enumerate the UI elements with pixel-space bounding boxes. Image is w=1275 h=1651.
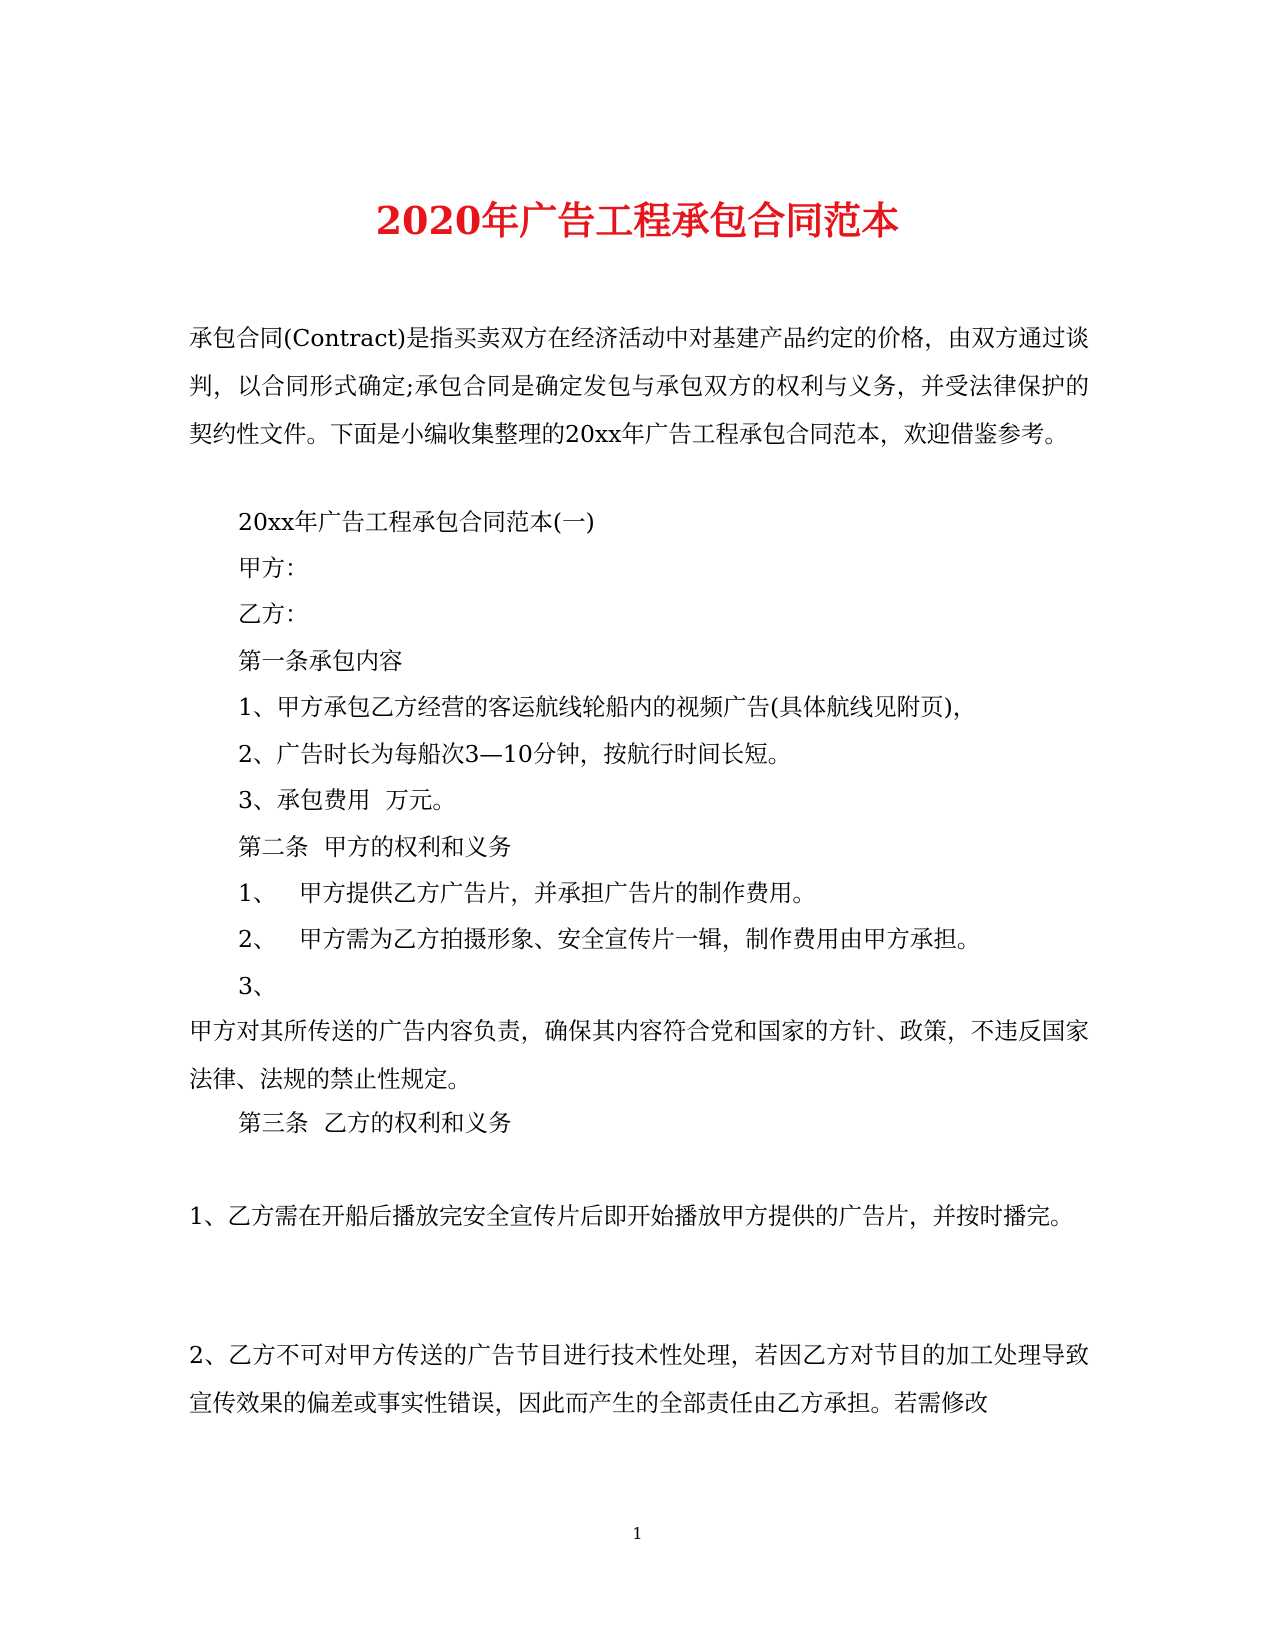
article-2-item-3-number: 3、 [238, 972, 277, 1000]
article-1-heading: 第一条承包内容 [238, 647, 403, 675]
page-number: 1 [632, 1524, 643, 1543]
article-2-item-3-text: 甲方对其所传送的广告内容负责，确保其内容符合党和国家的方针、政策，不违反国家法律、法规的禁止性规定。 [189, 1017, 1089, 1093]
contract-subtitle: 20xx年广告工程承包合同范本(一) [238, 508, 595, 536]
article-3-item-2: 2、乙方不可对甲方传送的广告节目进行技术性处理，若因乙方对节目的加工处理导致宣传效果的偏差或事实性错误，因此而产生的全部责任由乙方承担。若需修改 [189, 1341, 1089, 1417]
article-1-item-2: 2、广告时长为每船次3—10分钟，按航行时间长短。 [238, 740, 792, 768]
article-3-item-1: 1、乙方需在开船后播放完安全宣传片后即开始播放甲方提供的广告片，并按时播完。 [189, 1202, 1074, 1230]
party-a-line: 甲方： [238, 554, 309, 582]
intro-paragraph: 承包合同(Contract)是指买卖双方在经济活动中对基建产品约定的价格，由双方通过谈判，以合同形式确定;承包合同是确定发包与承包双方的权利与义务，并受法律保护的契约性文件。下面是小编收集整理的20xx年广告工程承包合同范本，欢迎借鉴参考。 [189, 324, 1089, 448]
article-2-item-1: 1、 甲方提供乙方广告片，并承担广告片的制作费用。 [238, 879, 816, 907]
article-2-item-2: 2、 甲方需为乙方拍摄形象、安全宣传片一辑，制作费用由甲方承担。 [238, 925, 981, 953]
document-title: 2020年广告工程承包合同范本 [375, 198, 900, 244]
article-1-item-3: 3、承包费用 万元。 [238, 786, 456, 814]
article-2-heading: 第二条 甲方的权利和义务 [238, 833, 512, 861]
article-1-item-1: 1、甲方承包乙方经营的客运航线轮船内的视频广告(具体航线见附页)， [238, 693, 977, 721]
article-3-heading: 第三条 乙方的权利和义务 [238, 1109, 512, 1137]
party-b-line: 乙方： [238, 600, 309, 628]
